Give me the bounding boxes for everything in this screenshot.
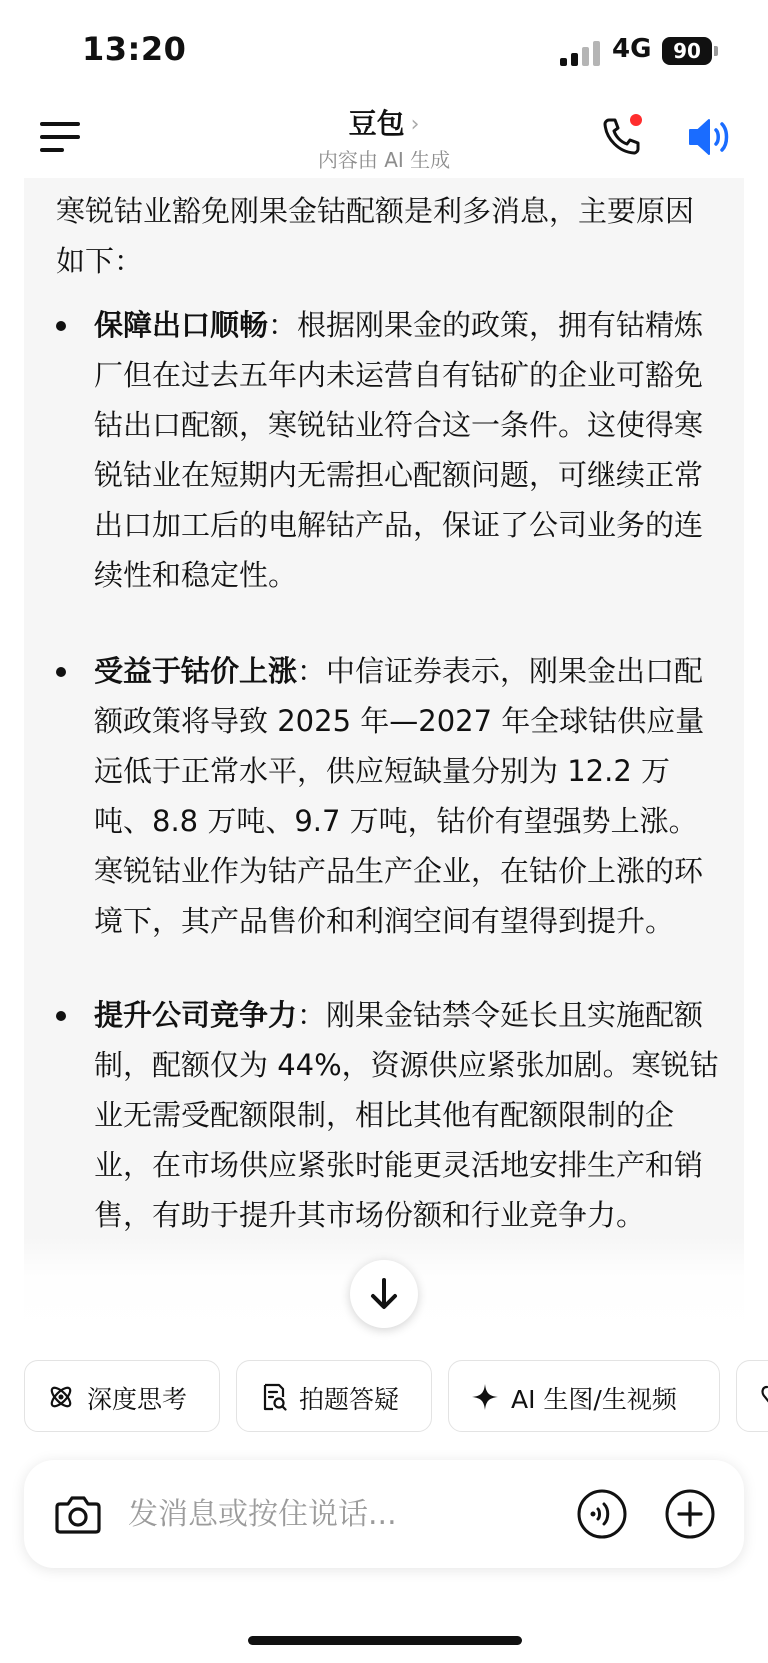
- battery-icon: 90: [662, 37, 712, 65]
- sparkle-icon: [471, 1383, 499, 1411]
- status-bar: [0, 0, 768, 100]
- camera-icon[interactable]: [54, 1492, 102, 1536]
- more-chip-icon: [759, 1383, 768, 1411]
- point-body: ：根据刚果金的政策，拥有钴精炼厂但在过去五年内未运营自有钴矿的企业可豁免钴出口配额，寒锐钴业符合这一条件。这使得寒锐钴业在短期内无需担心配额问题，可继续正常出口加工后的电解钴产品，保证了公司业务的连续性和稳定性。: [94, 308, 704, 592]
- plus-icon[interactable]: [664, 1488, 716, 1540]
- voice-call-icon[interactable]: [576, 1488, 628, 1540]
- atom-icon: [47, 1383, 75, 1411]
- bullet-dot: [56, 321, 66, 331]
- cellular-signal-icon: [560, 40, 602, 66]
- ai-generated-note: 内容由 AI 生成: [317, 148, 451, 172]
- chat-header: [0, 100, 768, 178]
- point-heading: 受益于钴价上涨: [94, 654, 298, 688]
- point-heading: 保障出口顺畅: [94, 308, 269, 342]
- speaker-icon[interactable]: [686, 116, 734, 158]
- point-body: ：中信证券表示，刚果金出口配额政策将导致 2025 年—2027 年全球钴供应量远低于正常水平，供应短缺量分别为 12.2 万吨、8.8 万吨、9.7 万吨，钴价有望强势上涨。寒锐钴业作为钴产品生产企业，在钴价上涨的环境下，其产品售价和利润空间有望得到提升。: [94, 654, 705, 938]
- battery-tip: [714, 46, 718, 56]
- status-time: 13:20: [82, 30, 187, 68]
- chevron-right-icon: ›: [410, 112, 420, 137]
- bullet-dot: [56, 1011, 66, 1021]
- home-indicator: [248, 1636, 522, 1645]
- point-heading: 提升公司竞争力: [94, 998, 298, 1032]
- chip-ai-image-video[interactable]: [448, 1360, 720, 1432]
- message-input[interactable]: [128, 1488, 528, 1540]
- message-composer: [24, 1460, 744, 1568]
- chat-title: 豆包: [348, 107, 405, 140]
- bullet-dot: [56, 667, 66, 677]
- chip-photo-question[interactable]: [236, 1360, 432, 1432]
- scan-question-icon: [259, 1383, 287, 1411]
- scroll-down-button[interactable]: [350, 1260, 418, 1328]
- point-body: ：刚果金钴禁令延长且实施配额制，配额仅为 44%，资源供应紧张加剧。寒锐钴业无需受配额限制，相比其他有配额限制的企业，在市场供应紧张时能更灵活地安排生产和销售，有助于提升其市场份额和行业竞争力。: [94, 998, 719, 1232]
- chip-label: 拍题答疑: [299, 1385, 400, 1414]
- network-type: 4G: [612, 34, 652, 64]
- chip-label: 深度思考: [87, 1385, 188, 1414]
- chip-more[interactable]: [736, 1360, 768, 1432]
- phone-call-icon[interactable]: [600, 114, 644, 158]
- assistant-message: [24, 178, 744, 1338]
- message-intro: 寒锐钴业豁免刚果金钴配额是利多消息，主要原因如下：: [56, 194, 695, 278]
- chip-deep-thinking[interactable]: [24, 1360, 220, 1432]
- arrow-down-icon: [350, 1260, 418, 1328]
- chat-title-button[interactable]: [0, 102, 768, 142]
- quick-actions: [0, 1360, 768, 1434]
- chip-label: AI 生图/生视频: [511, 1385, 677, 1414]
